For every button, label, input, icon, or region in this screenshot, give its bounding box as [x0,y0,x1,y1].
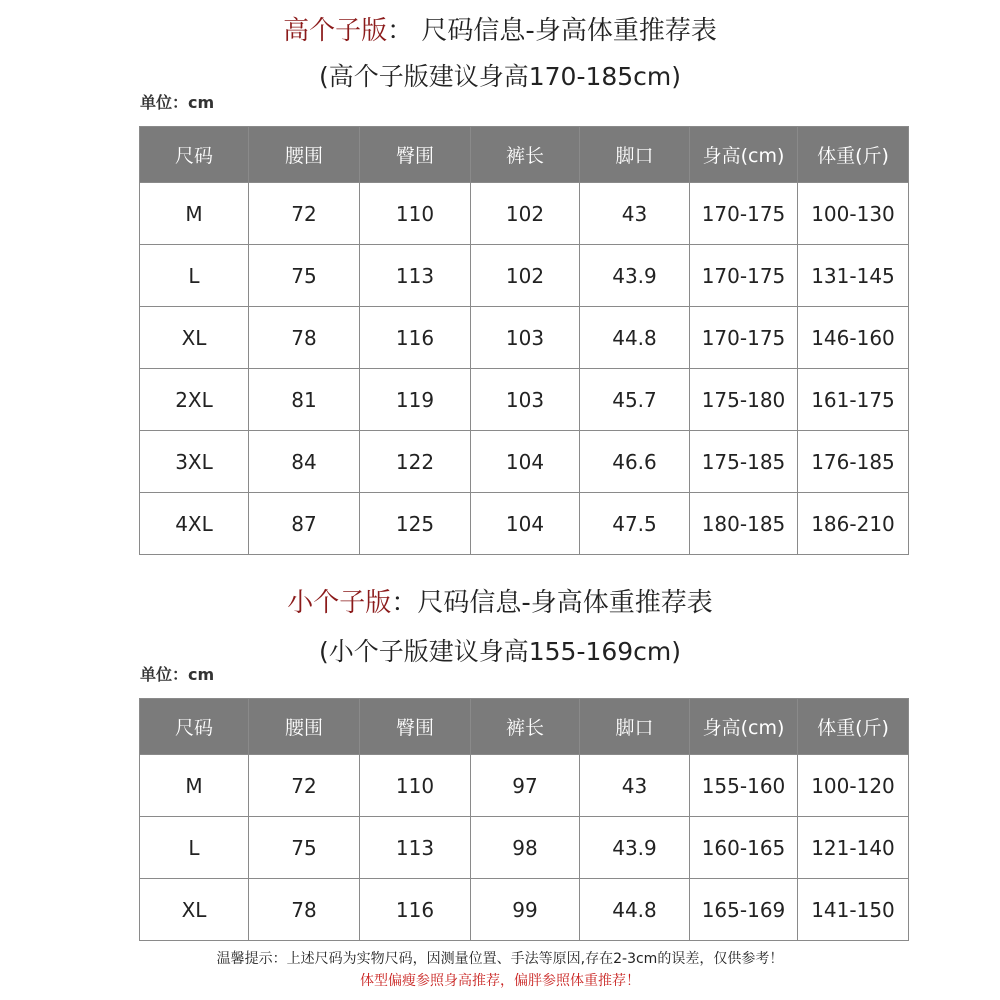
table-cell: 121-140 [798,817,909,879]
table-cell: 84 [249,431,360,493]
table-cell: 113 [360,817,471,879]
tall-unit-label: 单位：cm [140,93,215,112]
table-row [140,817,909,879]
table-cell: 44.8 [580,879,690,941]
table-cell: 98 [471,817,580,879]
table-row [140,431,909,493]
tall-title [0,10,1000,47]
table-cell: 119 [360,369,471,431]
table-cell: M [140,183,249,245]
tall-title-accent: 高个子版 [283,16,388,46]
table-cell: 102 [471,183,580,245]
table-cell: 43.9 [580,245,690,307]
table-cell: 110 [360,183,471,245]
table-cell: XL [140,307,249,369]
table-cell: 104 [471,493,580,555]
table-cell: 116 [360,307,471,369]
table-row [140,493,909,555]
table-header-row [140,699,909,755]
header-length: 裤长 [471,699,580,755]
header-weight: 体重(斤) [798,127,909,183]
table-cell: 75 [249,817,360,879]
table-cell: 165-169 [690,879,798,941]
table-cell: 45.7 [580,369,690,431]
table-row [140,245,909,307]
header-waist: 腰围 [249,699,360,755]
table-cell: 103 [471,307,580,369]
table-cell: 72 [249,755,360,817]
size-advice: 体型偏瘦参照身高推荐，偏胖参照体重推荐！ [360,973,640,989]
table-cell: 160-165 [690,817,798,879]
header-size: 尺码 [140,699,249,755]
table-cell: 43 [580,755,690,817]
table-cell: 81 [249,369,360,431]
table-row [140,183,909,245]
tall-subtitle: (高个子版建议身高170-185cm) [318,62,682,91]
table-cell: 47.5 [580,493,690,555]
table-cell: 175-185 [690,431,798,493]
table-cell: 99 [471,879,580,941]
table-cell: 170-175 [690,307,798,369]
table-cell: 161-175 [798,369,909,431]
short-subtitle: (小个子版建议身高155-169cm) [318,637,682,666]
table-row [140,755,909,817]
table-cell: 125 [360,493,471,555]
table-cell: 43 [580,183,690,245]
header-size: 尺码 [140,127,249,183]
header-weight: 体重(斤) [798,699,909,755]
table-row [140,879,909,941]
table-cell: 46.6 [580,431,690,493]
table-cell: 100-130 [798,183,909,245]
table-cell: 87 [249,493,360,555]
header-hip: 臀围 [360,699,471,755]
table-cell: 110 [360,755,471,817]
table-cell: 176-185 [798,431,909,493]
tall-title-rest: ： 尺码信息-身高体重推荐表 [387,16,717,46]
header-length: 裤长 [471,127,580,183]
header-hem: 脚口 [580,127,690,183]
table-cell: 141-150 [798,879,909,941]
header-height: 身高(cm) [690,699,798,755]
table-cell: 78 [249,307,360,369]
table-cell: XL [140,879,249,941]
table-cell: 116 [360,879,471,941]
table-cell: 186-210 [798,493,909,555]
table-header-row [140,127,909,183]
table-cell: 100-120 [798,755,909,817]
table-cell: 103 [471,369,580,431]
measurement-tip: 温馨提示：上述尺码为实物尺码，因测量位置、手法等原因,存在2-3cm的误差，仅供参考！ [216,951,784,967]
table-cell: 113 [360,245,471,307]
table-cell: 3XL [140,431,249,493]
table-cell: 131-145 [798,245,909,307]
short-unit-label: 单位：cm [140,665,215,684]
short-title-rest: ：尺码信息-身高体重推荐表 [391,588,713,618]
table-cell: 104 [471,431,580,493]
table-row [140,307,909,369]
table-cell: 4XL [140,493,249,555]
table-cell: 43.9 [580,817,690,879]
table-cell: 122 [360,431,471,493]
table-cell: 170-175 [690,183,798,245]
short-size-table [139,698,909,941]
table-cell: 2XL [140,369,249,431]
short-title [0,582,1000,619]
table-cell: 78 [249,879,360,941]
header-height: 身高(cm) [690,127,798,183]
header-hem: 脚口 [580,699,690,755]
table-cell: L [140,817,249,879]
table-cell: M [140,755,249,817]
short-title-accent: 小个子版 [287,588,392,618]
table-cell: 102 [471,245,580,307]
table-cell: 75 [249,245,360,307]
table-cell: 175-180 [690,369,798,431]
table-cell: 72 [249,183,360,245]
table-cell: L [140,245,249,307]
header-hip: 臀围 [360,127,471,183]
header-waist: 腰围 [249,127,360,183]
table-cell: 44.8 [580,307,690,369]
table-row [140,369,909,431]
table-cell: 97 [471,755,580,817]
table-cell: 155-160 [690,755,798,817]
table-cell: 170-175 [690,245,798,307]
table-cell: 146-160 [798,307,909,369]
tall-size-table [139,126,909,555]
table-cell: 180-185 [690,493,798,555]
